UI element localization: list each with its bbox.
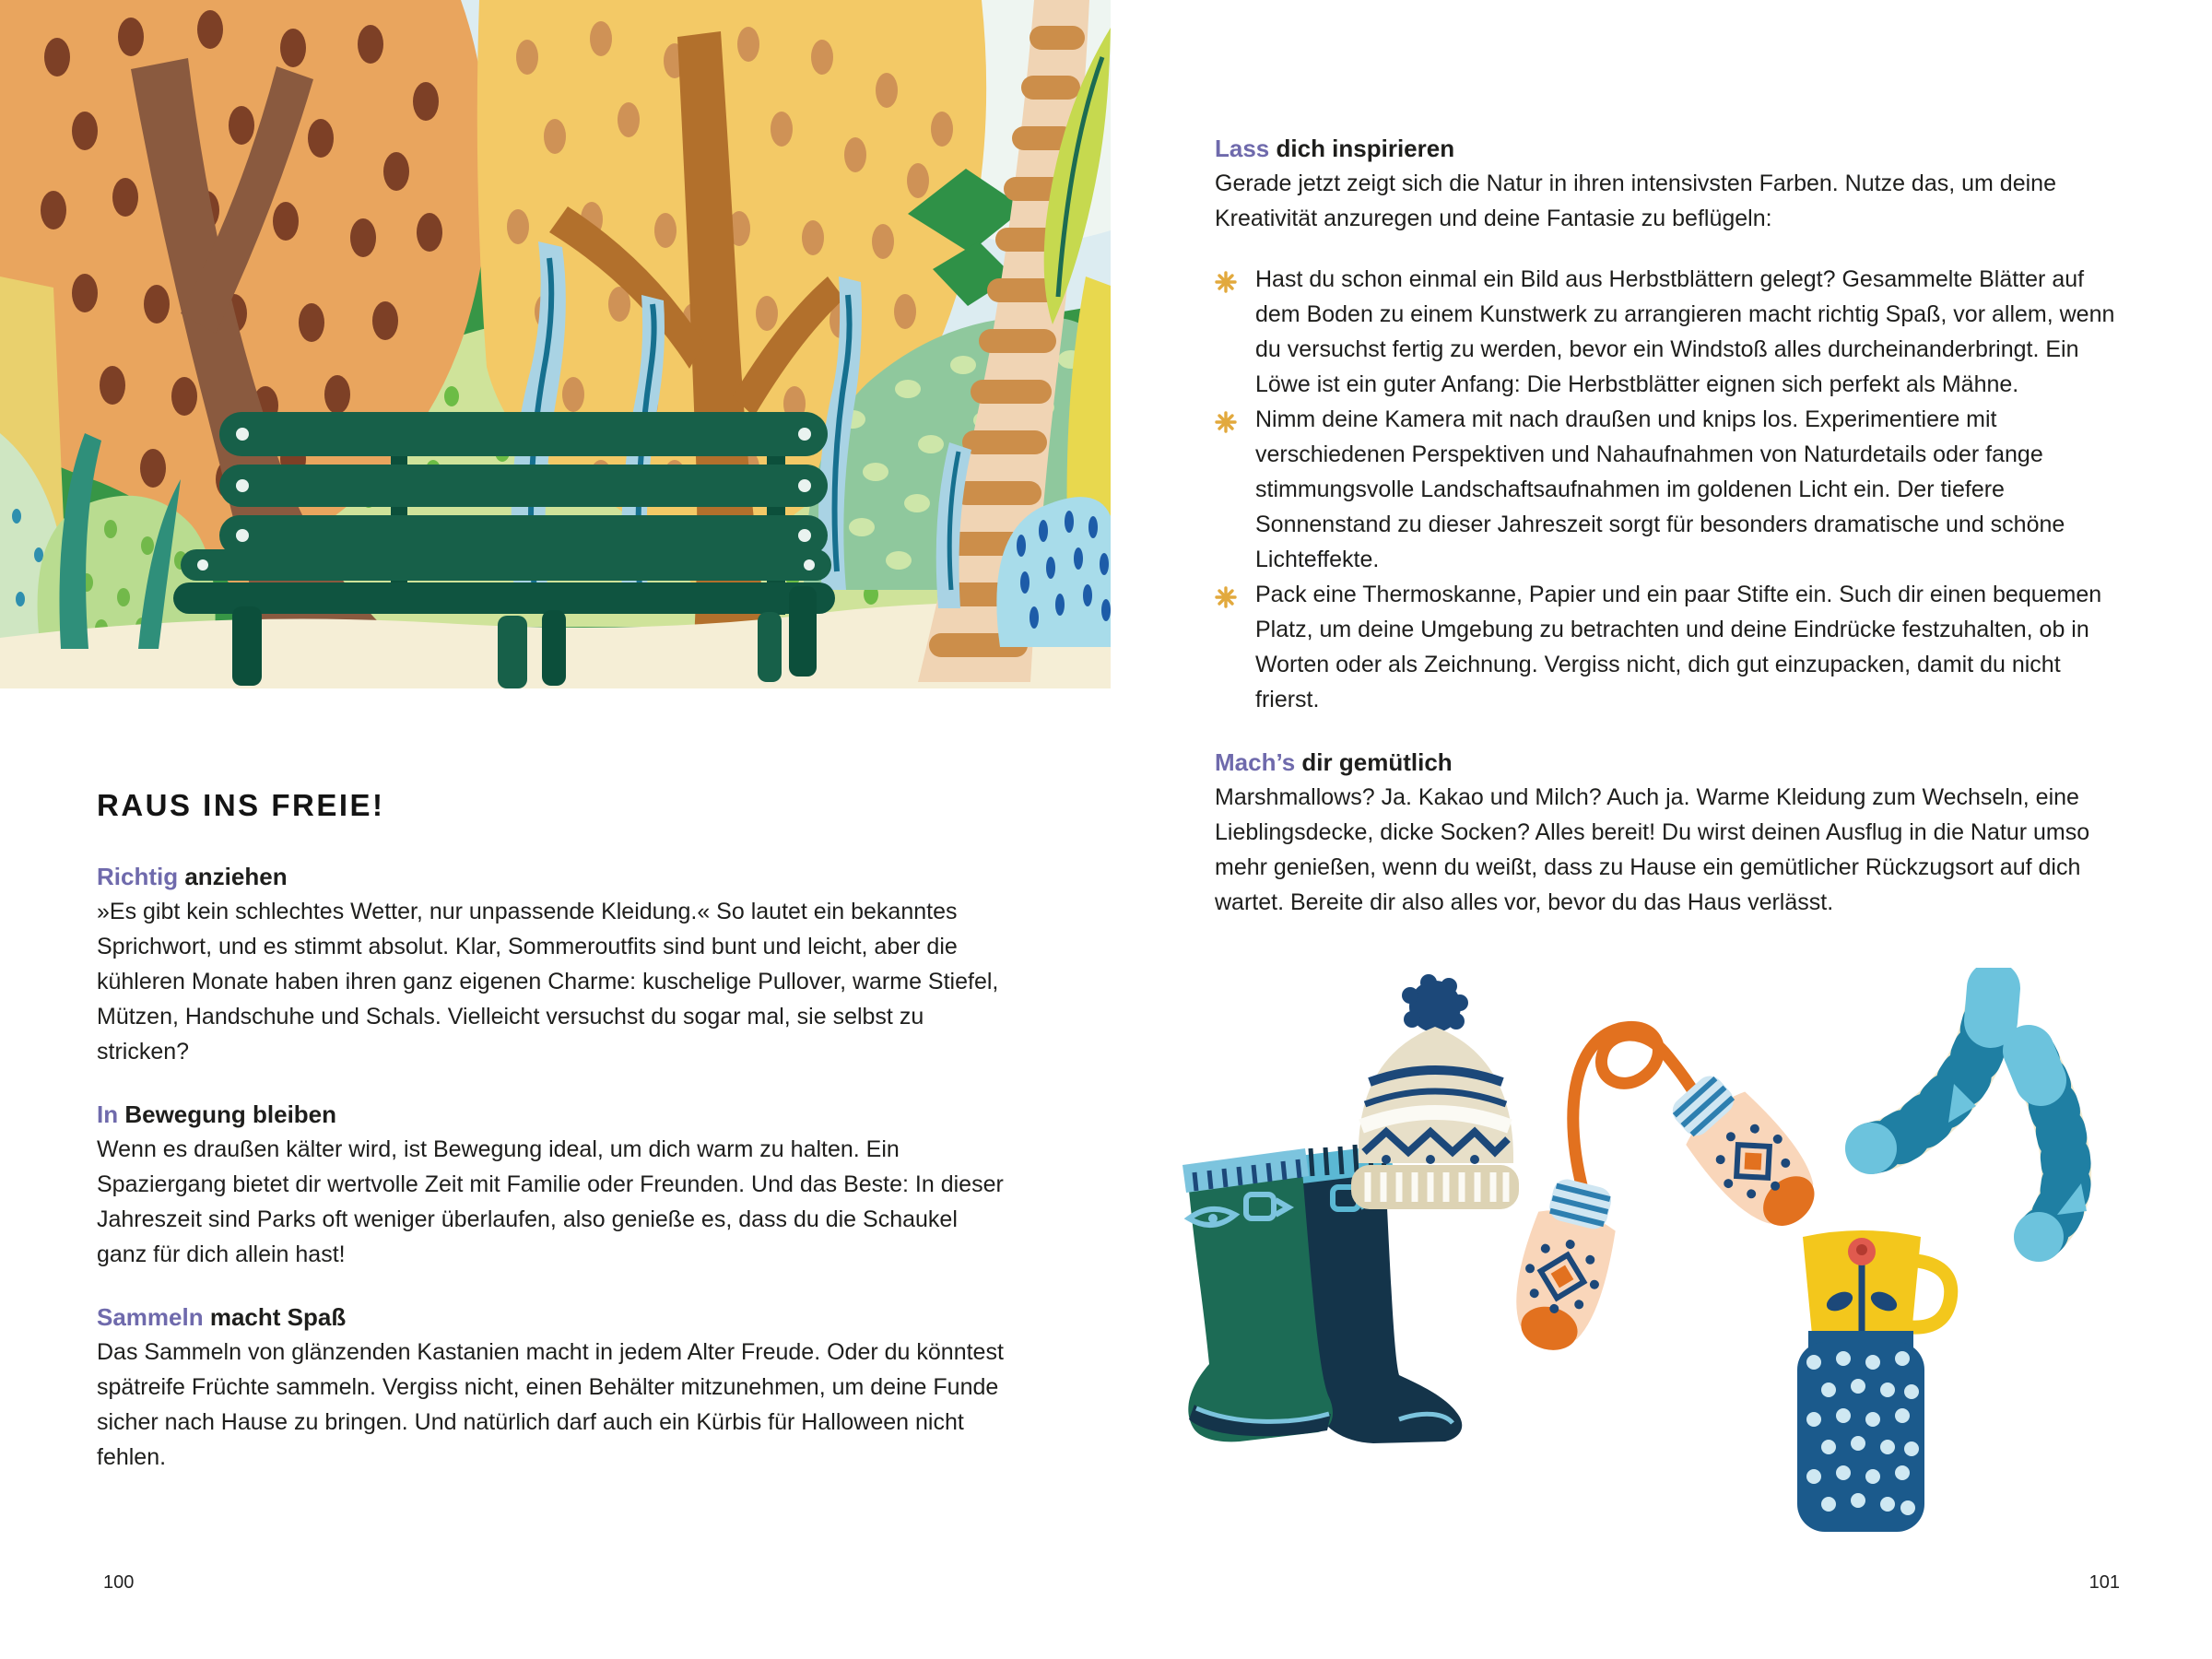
- inspiration-list: [1215, 262, 2129, 717]
- mitten-right: [1657, 1062, 1835, 1245]
- section-gemuetlich: [1215, 745, 2129, 920]
- section-heading: [97, 1097, 1005, 1132]
- heading-lead-word: Richtig: [97, 863, 179, 890]
- section-body: Marshmallows? Ja. Kakao und Milch? Auch ja. Warme Kleidung zum Wechseln, eine Lieblingsdecke, dicke Socken? Alles bereit! Du wirst deinen Ausflug in die Natur umso mehr genießen, wenn du weißt, dass zu Hause ein gemütlicher Rückzugsort auf dich wartet. Bereite dir also alles vor, bevor du das Haus verlässt.: [1215, 784, 2090, 915]
- section-body: Wenn es draußen kälter wird, ist Bewegung ideal, um dich warm zu halten. Ein Spaziergang bietet dir wertvolle Zeit mit Familie oder Freunden. Und das Beste: In dieser Jahreszeit sind Parks oft weniger überlaufen, also genieße es, dass du die Schaukel ganz für dich allein hast!: [97, 1136, 1004, 1267]
- heading-rest: macht Spaß: [209, 1303, 347, 1331]
- page-number-left: 100: [103, 1572, 135, 1593]
- mitten-left: [1503, 1173, 1628, 1359]
- bullet-text: Nimm deine Kamera mit nach draußen und knips los. Experimentiere mit verschiedenen Perspektiven und Nahaufnahmen von Naturdetails oder fange stimmungsvolle Landschaftsaufnahmen im goldenen Licht ein. Der tiefere Sonnenstand zu dieser Jahreszeit sorgt für besonders dramatische und schöne Lichteffekte.: [1255, 406, 2065, 572]
- section-sammeln: [97, 1300, 1005, 1475]
- sock-2-cuff: [2029, 1051, 2041, 1080]
- left-page-text: [97, 785, 1005, 1502]
- mittens-illustration: [1503, 1027, 1835, 1359]
- striped-socks-illustration: [1845, 988, 2087, 1262]
- heading-lead-word: Lass: [1215, 135, 1270, 162]
- page-number-right: 101: [2088, 1572, 2120, 1593]
- heading-rest: Bewegung bleiben: [124, 1100, 337, 1128]
- section-intro: Gerade jetzt zeigt sich die Natur in ihren intensivsten Farben. Nutze das, um deine Kreativität anzuregen und deine Fantasie zu beflügeln:: [1215, 171, 2056, 231]
- section-richtig-anziehen: [97, 859, 1005, 1069]
- asterisk-bullet-icon: [1215, 583, 1237, 606]
- page-title: RAUS INS FREIE!: [97, 788, 385, 822]
- heading-rest: dir gemütlich: [1301, 748, 1453, 776]
- sock-1-cuff: [1991, 988, 1994, 1021]
- asterisk-bullet-icon: [1215, 268, 1237, 290]
- section-heading: [1215, 745, 2129, 780]
- section-heading: [97, 1300, 1005, 1335]
- asterisk-bullet-icon: [1215, 408, 1237, 430]
- boot-eye-dot: [1208, 1214, 1218, 1223]
- section-heading: [97, 859, 1005, 894]
- bench-back-slats: [219, 412, 828, 556]
- section-in-bewegung: [97, 1097, 1005, 1272]
- heading-rest: anziehen: [184, 863, 288, 890]
- list-item: [1215, 262, 2129, 402]
- heading-rest: dich inspirieren: [1276, 135, 1455, 162]
- heading-lead-word: Sammeln: [97, 1303, 204, 1331]
- winter-gear-illustration: [1152, 968, 2212, 1539]
- heading-lead-word: Mach’s: [1215, 748, 1296, 776]
- thermos-illustration: [1797, 1230, 1951, 1532]
- section-body: »Es gibt kein schlechtes Wetter, nur unpassende Kleidung.« So lautet ein bekanntes Sprichwort, und es stimmt absolut. Klar, Sommeroutfits sind bunt und leicht, aber die kühleren Monate haben ihren ganz eigenen Charme: kuschelige Pullover, warme Stiefel, Mützen, Handschuhe und Schals. Vielleicht versuchst du sogar mal, sie selbst zu stricken?: [97, 899, 999, 1065]
- right-page-text: [1215, 131, 2129, 947]
- section-heading: [1215, 131, 2129, 166]
- list-item: [1215, 577, 2129, 717]
- autumn-park-bench-illustration: [0, 0, 1111, 688]
- list-item: [1215, 402, 2129, 577]
- sock-2-toe: [2014, 1212, 2064, 1262]
- heading-lead-word: In: [97, 1100, 119, 1128]
- section-inspiration: [1215, 131, 2129, 717]
- sock-1-toe: [1845, 1123, 1897, 1174]
- bullet-text: Pack eine Thermoskanne, Papier und ein paar Stifte ein. Such dir einen bequemen Platz, um deine Umgebung zu betrachten und deine Eindrücke festzuhalten, ob in Worten oder als Zeichnung. Vergiss nicht, dich gut einzupacken, damit du nicht frierst.: [1255, 582, 2102, 712]
- bullet-text: Hast du schon einmal ein Bild aus Herbstblättern gelegt? Gesammelte Blätter auf dem Boden zu einem Kunstwerk zu arrangieren macht richtig Spaß, vor allem, wenn du versuchst fertig zu werden, bevor ein Windstoß alles durcheinanderbringt. Ein Löwe ist ein guter Anfang: Die Herbstblätter eignen sich perfekt als Mähne.: [1255, 266, 2115, 397]
- section-body: Das Sammeln von glänzenden Kastanien macht in jedem Alter Freude. Oder du könntest spätreife Früchte sammeln. Vergiss nicht, einen Behälter mitzunehmen, um deine Funde sicher nach Hause zu bringen. Und natürlich darf auch ein Kürbis für Halloween nicht fehlen.: [97, 1339, 1004, 1470]
- beanie-hat-illustration: [1351, 974, 1519, 1209]
